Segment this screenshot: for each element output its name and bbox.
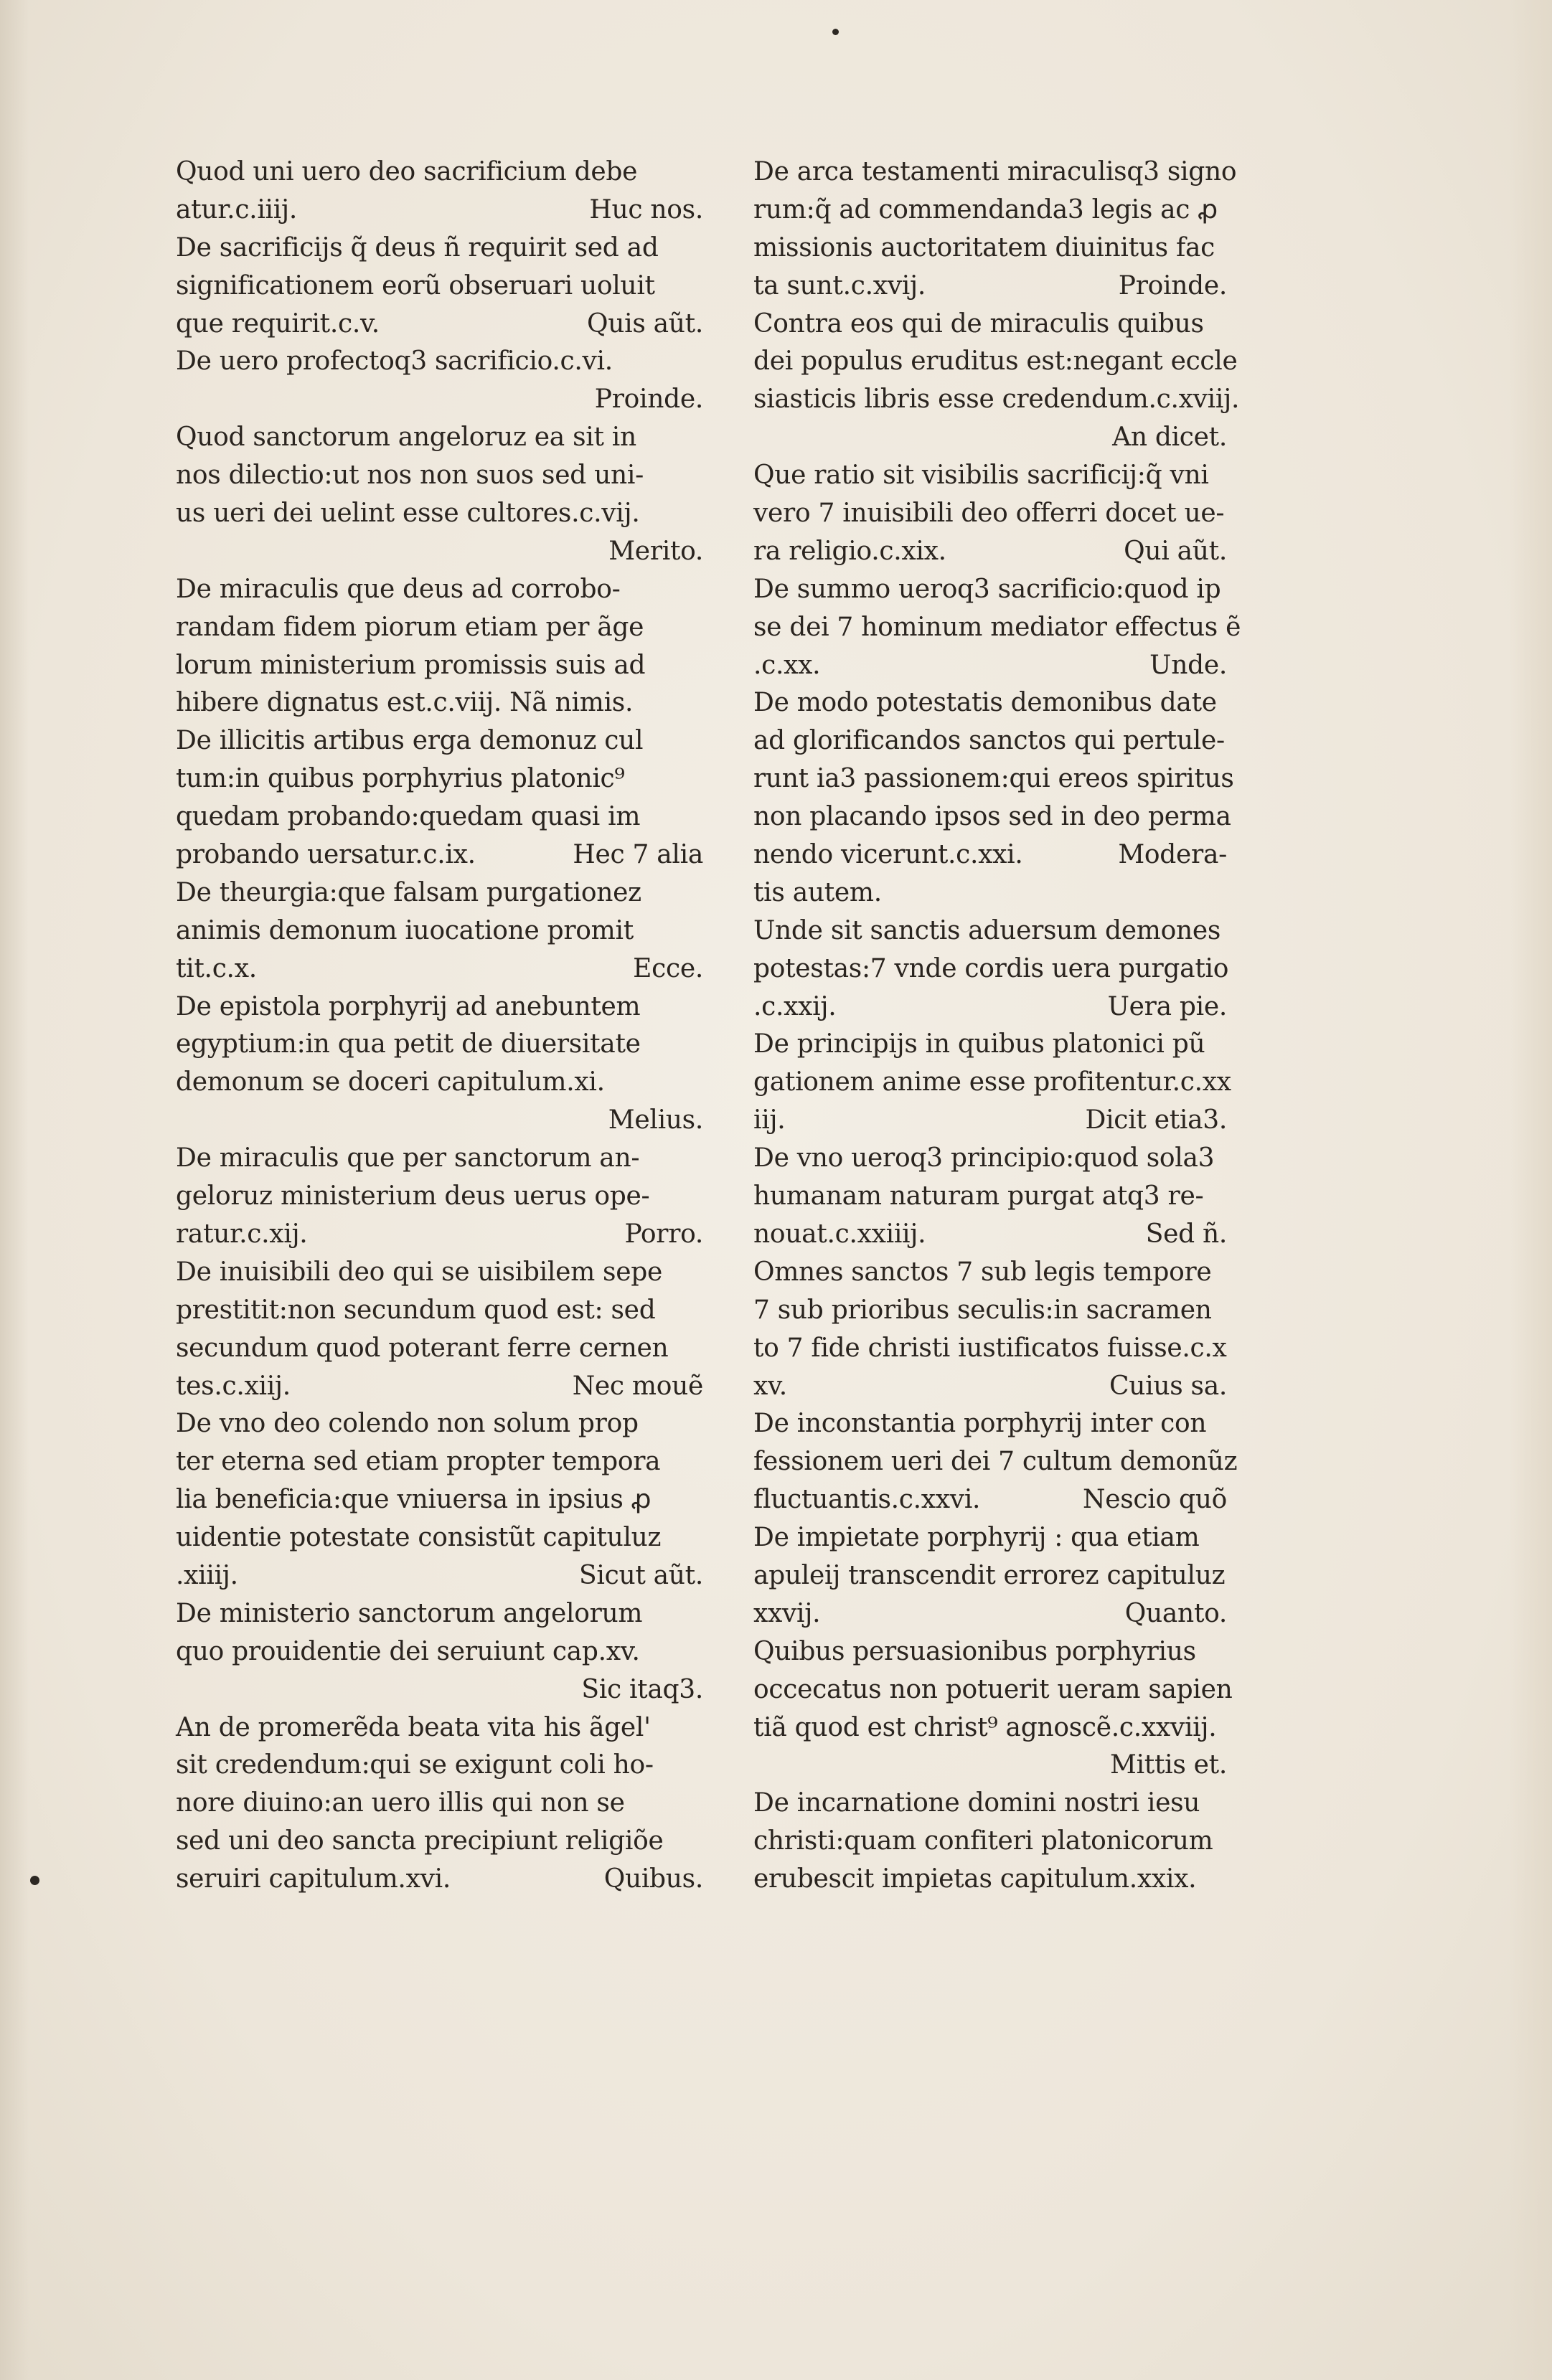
text-line — [753, 684, 1234, 722]
line-text: De incarnatione domini nostri iesu — [753, 1788, 1200, 1818]
line-text: Contra eos qui de miraculis quibus — [753, 308, 1204, 339]
line-text: quo prouidentie dei seruiunt cap.xv. — [176, 1636, 640, 1666]
line-text: ta sunt.c.xvij. — [753, 270, 926, 301]
chapter-incipit: Nescio quõ — [1083, 1485, 1227, 1515]
chapter-incipit: Cuius sa. — [1109, 1371, 1227, 1401]
text-line — [176, 457, 710, 495]
text-line — [176, 1519, 710, 1557]
line-text: nore diuino:an uero illis qui non se — [176, 1788, 625, 1818]
text-line — [176, 495, 710, 533]
line-text: probando uersatur.c.ix. — [176, 840, 476, 870]
text-line — [176, 533, 710, 571]
text-line — [176, 1633, 710, 1671]
text-line — [753, 1368, 1234, 1406]
text-line — [176, 192, 710, 230]
line-text: vero 7 inuisibili deo offerri docet ue- — [753, 499, 1225, 529]
text-line — [753, 1785, 1234, 1823]
line-text: significationem eorũ obseruari uoluit — [176, 270, 655, 301]
chapter-incipit: Sicut aũt. — [579, 1560, 703, 1590]
line-text: lorum ministerium promissis suis ad — [176, 650, 646, 680]
text-line — [753, 1292, 1234, 1330]
line-text: quedam probando:quedam quasi im — [176, 802, 641, 832]
line-text: De vno deo colendo non solum prop — [176, 1409, 639, 1439]
text-line — [176, 268, 710, 306]
text-line — [753, 1216, 1234, 1254]
line-text: De inuisibili deo qui se uisibilem sepe — [176, 1257, 662, 1287]
line-text: fessionem ueri dei 7 cultum demonũz — [753, 1447, 1238, 1477]
text-line — [753, 457, 1234, 495]
text-line — [753, 192, 1234, 230]
text-line — [753, 609, 1241, 647]
line-text: gationem anime esse profitentur.c.xx — [753, 1067, 1231, 1097]
text-line — [176, 1785, 710, 1823]
text-line — [753, 1519, 1234, 1557]
chapter-incipit: Huc nos. — [589, 194, 703, 225]
text-line — [753, 1481, 1234, 1519]
text-line — [176, 1330, 710, 1368]
chapter-incipit: Porro. — [624, 1219, 703, 1249]
line-text: ter eterna sed etiam propter tempora — [176, 1447, 661, 1477]
text-line — [176, 1671, 710, 1709]
line-text: potestas:7 vnde cordis uera purgatio — [753, 953, 1229, 983]
text-line — [753, 1140, 1234, 1178]
text-line — [753, 306, 1234, 344]
line-text: iij. — [753, 1105, 786, 1135]
line-text: fluctuantis.c.xxvi. — [753, 1485, 981, 1515]
chapter-incipit: Proinde. — [1118, 270, 1227, 301]
line-text: ad glorificandos sanctos qui pertule- — [753, 726, 1225, 756]
text-line — [753, 912, 1234, 950]
text-line — [176, 1254, 710, 1292]
text-line — [753, 533, 1234, 571]
text-line — [753, 1443, 1238, 1481]
text-line — [176, 306, 710, 344]
text-line — [176, 1140, 710, 1178]
text-column-left — [176, 154, 710, 1899]
line-text: Que ratio sit visibilis sacrificij:q̃ vni — [753, 461, 1209, 491]
line-text: ratur.c.xij. — [176, 1219, 308, 1249]
text-line — [753, 1102, 1234, 1140]
line-text: Unde sit sanctis aduersum demones — [753, 915, 1221, 945]
text-line — [176, 1216, 710, 1254]
line-text: De impietate porphyrij : qua etiam — [753, 1523, 1200, 1553]
line-text: Quibus persuasionibus porphyrius — [753, 1636, 1196, 1666]
text-line — [176, 1747, 710, 1785]
line-text: xv. — [753, 1371, 787, 1401]
text-line — [176, 1026, 710, 1064]
line-text: se dei 7 hominum mediator effectus ẽ — [753, 612, 1241, 642]
chapter-incipit: Proinde. — [594, 384, 703, 415]
text-line — [176, 1481, 710, 1519]
line-text: us ueri dei uelint esse cultores.c.vij. — [176, 499, 640, 529]
line-text: animis demonum iuocatione promit — [176, 915, 634, 945]
line-text: De illicitis artibus erga demonuz cul — [176, 726, 644, 756]
line-text: seruiri capitulum.xvi. — [176, 1864, 451, 1894]
text-line — [176, 950, 710, 988]
line-text: sed uni deo sancta precipiunt religiõe — [176, 1826, 664, 1856]
line-text: tis autem. — [753, 877, 882, 907]
text-column-right — [753, 154, 1241, 1899]
chapter-incipit: Mittis et. — [1110, 1750, 1227, 1780]
chapter-incipit: Dicit etia3. — [1085, 1105, 1227, 1135]
line-text: nos dilectio:ut nos non suos sed uni- — [176, 461, 644, 491]
line-text: xxvij. — [753, 1598, 821, 1628]
line-text: demonum se doceri capitulum.xi. — [176, 1067, 605, 1097]
line-text: atur.c.iiij. — [176, 194, 297, 225]
chapter-incipit: An dicet. — [1112, 422, 1227, 453]
line-text: prestitit:non secundum quod est: sed — [176, 1295, 656, 1325]
line-text: missionis auctoritatem diuinitus fac — [753, 232, 1215, 263]
chapter-incipit: Hec 7 alia — [573, 840, 703, 870]
text-line — [176, 722, 710, 760]
chapter-incipit: Uera pie. — [1107, 991, 1227, 1021]
line-text: christi:quam confiteri platonicorum — [753, 1826, 1213, 1856]
line-text: De ministerio sanctorum angelorum — [176, 1598, 643, 1628]
text-line — [176, 1102, 710, 1140]
ink-spot — [30, 1876, 39, 1885]
text-line — [753, 722, 1234, 760]
chapter-incipit: Quanto. — [1124, 1598, 1227, 1628]
line-text: 7 sub prioribus seculis:in sacramen — [753, 1295, 1212, 1325]
chapter-incipit: Unde. — [1149, 650, 1227, 680]
line-text: erubescit impietas capitulum.xxix. — [753, 1864, 1197, 1894]
line-text: egyptium:in qua petit de diuersitate — [176, 1029, 641, 1059]
line-text: siasticis libris esse credendum.c.xviij. — [753, 384, 1240, 415]
line-text: De miraculis que deus ad corrobo- — [176, 574, 621, 604]
text-line — [176, 988, 710, 1026]
line-text: An de promerẽda beata vita his ãgel' — [176, 1712, 651, 1742]
text-line — [176, 836, 710, 874]
line-text: occecatus non potuerit ueram sapien — [753, 1674, 1233, 1704]
text-line — [176, 912, 710, 950]
text-line — [176, 684, 710, 722]
line-text: Quod uni uero deo sacrificium debe — [176, 157, 638, 186]
text-line — [176, 1709, 710, 1747]
text-line — [753, 1747, 1234, 1785]
text-line — [753, 1064, 1234, 1102]
text-line — [753, 798, 1234, 836]
text-line — [176, 230, 710, 268]
line-text: nouat.c.xxiiij. — [753, 1219, 926, 1249]
text-line — [753, 1595, 1234, 1633]
text-line — [176, 760, 710, 798]
line-text: De uero profectoq3 sacrificio.c.vi. — [176, 346, 613, 377]
line-text: De vno ueroq3 principio:quod sola3 — [753, 1143, 1215, 1174]
text-line — [176, 1557, 710, 1595]
text-line — [753, 874, 1234, 912]
text-line — [176, 647, 710, 685]
line-text: hibere dignatus est.c.viij. Nã nimis. — [176, 688, 634, 718]
line-text: secundum quod poterant ferre cernen — [176, 1333, 669, 1363]
text-line — [753, 836, 1234, 874]
line-text: apuleij transcendit errorez capituluz — [753, 1560, 1226, 1590]
text-line — [753, 1026, 1234, 1064]
line-text: geloruz ministerium deus uerus ope- — [176, 1181, 650, 1212]
text-line — [753, 343, 1238, 381]
text-line — [176, 1064, 710, 1102]
text-line — [176, 1823, 710, 1861]
line-text: que requirit.c.v. — [176, 308, 380, 339]
ink-spot — [832, 29, 839, 35]
line-text: Omnes sanctos 7 sub legis tempore — [753, 1257, 1212, 1287]
line-text: rum:q̃ ad commendanda3 legis ac ꝓ — [753, 194, 1218, 225]
text-line — [753, 647, 1234, 685]
line-text: uidentie potestate consistũt capituluz — [176, 1523, 662, 1553]
line-text: runt ia3 passionem:qui ereos spiritus — [753, 764, 1234, 794]
text-line — [176, 154, 710, 192]
text-line — [753, 760, 1234, 798]
text-line — [753, 1633, 1234, 1671]
page-edge-shadow-left — [0, 0, 29, 2380]
text-line — [176, 381, 710, 419]
text-line — [753, 950, 1234, 988]
chapter-incipit: Sic itaq3. — [581, 1674, 703, 1704]
line-text: to 7 fide christi iustificatos fuisse.c.x — [753, 1333, 1227, 1363]
chapter-incipit: Ecce. — [633, 953, 703, 983]
line-text: De sacrificijs q̃ deus ñ requirit sed ad — [176, 232, 659, 263]
text-line — [753, 268, 1234, 306]
line-text: sit credendum:qui se exigunt coli ho- — [176, 1750, 654, 1780]
text-line — [753, 571, 1234, 609]
line-text: .c.xxij. — [753, 991, 837, 1021]
text-line — [753, 154, 1237, 192]
text-line — [176, 609, 710, 647]
text-line — [176, 1861, 710, 1899]
chapter-incipit: Sed ñ. — [1145, 1219, 1227, 1249]
chapter-incipit: Nec mouẽ — [572, 1371, 703, 1401]
line-text: nendo vicerunt.c.xxi. — [753, 840, 1023, 870]
text-line — [753, 1254, 1234, 1292]
line-text: lia beneficia:que vniuersa in ipsius ꝓ — [176, 1485, 652, 1515]
chapter-incipit: Melius. — [608, 1105, 703, 1135]
line-text: randam fidem piorum etiam per ãge — [176, 612, 644, 642]
line-text: De theurgia:que falsam purgationez — [176, 877, 641, 907]
line-text: non placando ipsos sed in deo perma — [753, 802, 1231, 832]
line-text: .xiiij. — [176, 1560, 238, 1590]
text-line — [176, 1595, 710, 1633]
text-line — [176, 419, 710, 457]
text-line — [753, 1330, 1234, 1368]
line-text: dei populus eruditus est:negant eccle — [753, 346, 1238, 377]
text-line — [176, 1443, 710, 1481]
line-text: De miraculis que per sanctorum an- — [176, 1143, 640, 1174]
text-line — [753, 1671, 1234, 1709]
text-line — [176, 1368, 710, 1406]
text-line — [753, 1178, 1234, 1216]
text-line — [176, 343, 710, 381]
text-line — [753, 1405, 1234, 1443]
line-text: ra religio.c.xix. — [753, 536, 946, 566]
text-line — [753, 381, 1240, 419]
text-line — [176, 571, 710, 609]
chapter-incipit: Modera- — [1118, 840, 1227, 870]
text-line — [753, 230, 1234, 268]
line-text: De inconstantia porphyrij inter con — [753, 1409, 1207, 1439]
line-text: De arca testamenti miraculisq3 signo — [753, 157, 1237, 186]
chapter-incipit: Quibus. — [603, 1864, 703, 1894]
line-text: Quod sanctorum angeloruz ea sit in — [176, 422, 636, 453]
text-line — [753, 1861, 1234, 1899]
line-text: tes.c.xiij. — [176, 1371, 291, 1401]
text-line — [176, 874, 710, 912]
text-line — [753, 1557, 1234, 1595]
line-text: De modo potestatis demonibus date — [753, 688, 1217, 718]
text-line — [753, 988, 1234, 1026]
line-text: De principijs in quibus platonici pũ — [753, 1029, 1205, 1059]
chapter-incipit: Merito. — [608, 536, 703, 566]
chapter-incipit: Qui aũt. — [1124, 536, 1227, 566]
line-text: De summo ueroq3 sacrificio:quod ip — [753, 574, 1221, 604]
line-text: tit.c.x. — [176, 953, 257, 983]
page-edge-shadow-right — [1509, 0, 1552, 2380]
text-line — [753, 419, 1234, 457]
text-line — [753, 1709, 1234, 1747]
text-line — [176, 798, 710, 836]
text-line — [176, 1178, 710, 1216]
line-text: tiã quod est christ⁹ agnoscẽ.c.xxviij. — [753, 1712, 1217, 1742]
line-text: humanam naturam purgat atq3 re- — [753, 1181, 1204, 1212]
text-line — [176, 1292, 710, 1330]
line-text: tum:in quibus porphyrius platonic⁹ — [176, 764, 625, 794]
text-line — [176, 1405, 710, 1443]
line-text: De epistola porphyrij ad anebuntem — [176, 991, 641, 1021]
text-line — [753, 495, 1234, 533]
line-text: .c.xx. — [753, 650, 821, 680]
chapter-incipit: Quis aũt. — [587, 308, 703, 339]
text-line — [753, 1823, 1234, 1861]
